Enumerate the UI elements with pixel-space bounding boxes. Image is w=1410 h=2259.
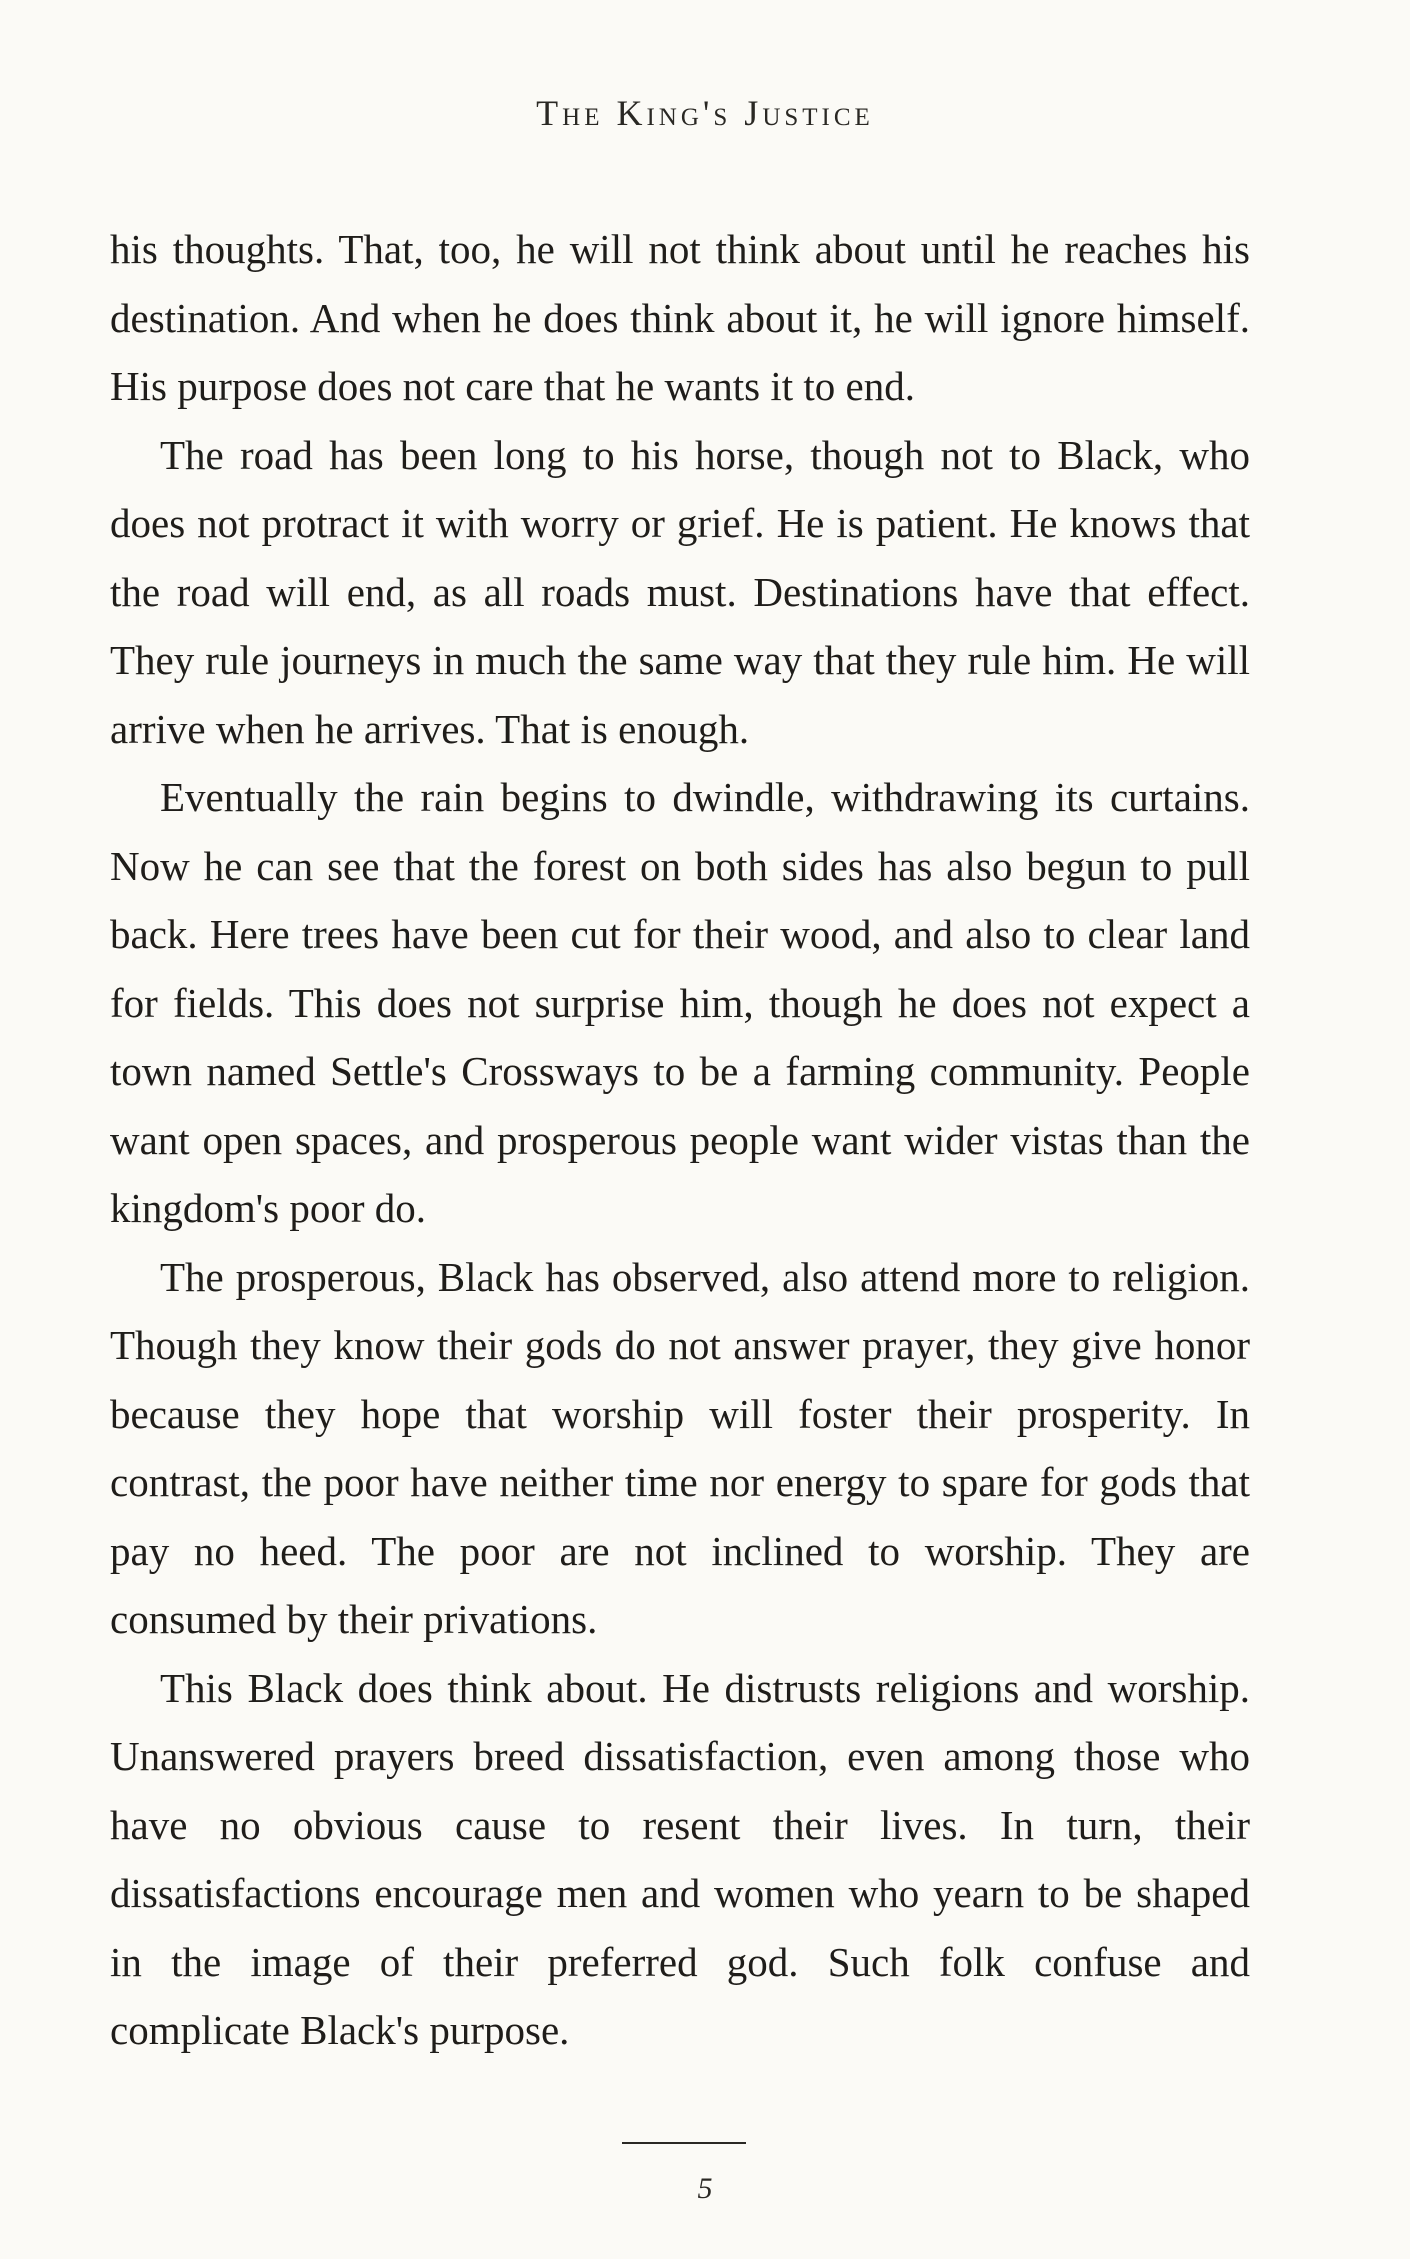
page-number: 5 <box>697 2172 713 2205</box>
paragraph: This Black does think about. He distrusts religions and worship. Unanswered prayers breed dissatisfaction, even among those who have no obvious cause to resent their lives. In turn, their dissatisfactions encourage men and women who yearn to be shaped in the image of their preferred god. Such folk confuse and complicate Black's purpose. <box>110 1664 1250 2053</box>
paragraph: The prosperous, Black has observed, also attend more to religion. Though they know their gods do not answer prayer, they give honor because they hope that worship will foster their prosperity. In contrast, the poor have neither time nor energy to spare for gods that pay no heed. The poor are not inclined to worship. They are consumed by their privations. <box>110 1253 1250 1642</box>
running-header: The King's Justice <box>536 93 874 133</box>
paragraph: The road has been long to his horse, though not to Black, who does not protract it with worry or grief. He is patient. He knows that the road will end, as all roads must. Destinations have that effect. They rule journeys in much the same way that they rule him. He will arrive when he arrives. That is enough. <box>110 431 1250 752</box>
paragraph: his thoughts. That, too, he will not think about until he reaches his destination. And when he does think about it, he will ignore himself. His purpose does not care that he wants it to end. <box>110 226 1250 409</box>
body-text <box>110 215 1250 2065</box>
paragraph: Eventually the rain begins to dwindle, withdrawing its curtains. Now he can see that the forest on both sides has also begun to pull back. Here trees have been cut for their wood, and also to clear land for fields. This does not surprise him, though he does not expect a town named Settle's Crossways to be a farming community. People want open spaces, and prosperous people want wider vistas than the kingdom's poor do. <box>110 774 1250 1231</box>
footer-rule <box>622 2142 746 2144</box>
